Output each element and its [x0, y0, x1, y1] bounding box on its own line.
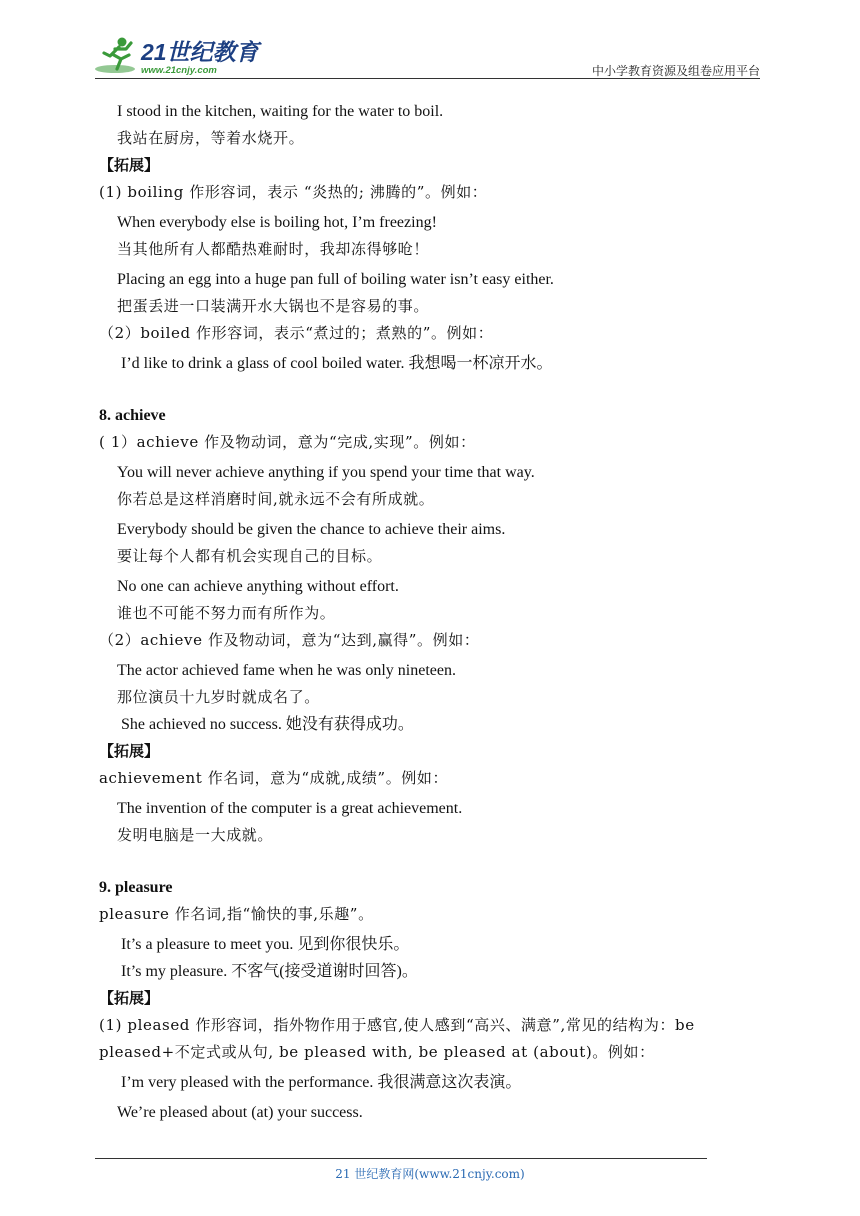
example-sentence: Placing an egg into a huge pan full of boiling water isn’t easy either. — [117, 271, 554, 288]
logo-url: www.21cnjy.com — [141, 65, 217, 76]
example-translation: 那位演员十九岁时就成名了。 — [117, 688, 320, 706]
usage-note: achievement 作名词，意为“成就,成绩”。例如： — [99, 769, 449, 787]
usage-note: ( 1）achieve 作及物动词，意为“完成,实现”。例如： — [99, 433, 476, 451]
example-sentence: The invention of the computer is a great achievement. — [117, 800, 463, 817]
example-sentence: You will never achieve anything if you spend your time that way. — [117, 464, 535, 481]
page-header — [95, 35, 760, 80]
example-sentence: She achieved no success. 她没有获得成功。 — [121, 716, 414, 733]
header-divider — [95, 78, 760, 79]
example-translation: 把蛋丢进一口装满开水大锅也不是容易的事。 — [117, 297, 430, 315]
section-label-extension: 【拓展】 — [99, 742, 160, 760]
example-sentence: We’re pleased about (at) your success. — [117, 1104, 363, 1121]
example-sentence: I stood in the kitchen, waiting for the water to boil. — [117, 103, 444, 120]
example-sentence: The actor achieved fame when he was only nineteen. — [117, 662, 456, 679]
example-translation: 要让每个人都有机会实现自己的目标。 — [117, 547, 383, 565]
page-footer: 21 世纪教育网(www.21cnjy.com) — [335, 1167, 525, 1181]
header-tagline: 中小学教育资源及组卷应用平台 — [591, 64, 760, 78]
example-sentence: I’d like to drink a glass of cool boiled water. 我想喝一杯凉开水。 — [121, 355, 553, 372]
example-translation: 你若总是这样消磨时间,就永远不会有所成就。 — [117, 490, 435, 508]
vocab-heading: 8. achieve — [99, 407, 166, 424]
section-label-extension: 【拓展】 — [99, 989, 160, 1007]
example-sentence: It’s my pleasure. 不客气(接受道谢时回答)。 — [121, 963, 418, 980]
usage-note: （2）boiled 作形容词，表示“煮过的；煮熟的”。例如： — [99, 324, 494, 342]
example-translation: 发明电脑是一大成就。 — [117, 826, 274, 844]
vocab-heading: 9. pleasure — [99, 879, 173, 896]
example-sentence: When everybody else is boiling hot, I’m freezing! — [117, 214, 437, 231]
logo-21cnjy — [95, 35, 285, 77]
logo-runner-icon — [104, 43, 131, 69]
usage-note: （2）achieve 作及物动词，意为“达到,赢得”。例如： — [99, 631, 480, 649]
section-label-extension: 【拓展】 — [99, 156, 160, 174]
usage-note: (1) boiling 作形容词，表示 “炎热的; 沸腾的”。例如： — [99, 183, 488, 201]
logo-swoosh — [95, 65, 135, 73]
document-body — [99, 98, 764, 1126]
example-sentence: It’s a pleasure to meet you. 见到你很快乐。 — [121, 936, 410, 953]
usage-note: pleasure 作名词,指“愉快的事,乐趣”。 — [99, 905, 374, 923]
usage-note: (1) pleased 作形容词，指外物作用于感官,使人感到“高兴、满意”,常见的结构为：be pleased+不定式或从句, be pleased with, be pleased at (about)。例如： — [99, 1016, 695, 1061]
example-translation: 我站在厨房，等着水烧开。 — [117, 129, 305, 147]
logo-text: 21世纪教育 — [141, 39, 259, 65]
example-translation: 谁也不可能不努力而有所作为。 — [117, 604, 336, 622]
example-sentence: Everybody should be given the chance to achieve their aims. — [117, 521, 506, 538]
example-translation: 当其他所有人都酷热难耐时，我却冻得够呛！ — [117, 240, 430, 258]
example-sentence: I’m very pleased with the performance. 我很满意这次表演。 — [121, 1074, 522, 1091]
footer-divider — [95, 1158, 707, 1159]
logo-runner-head-icon — [118, 38, 127, 47]
example-sentence: No one can achieve anything without effort. — [117, 578, 399, 595]
